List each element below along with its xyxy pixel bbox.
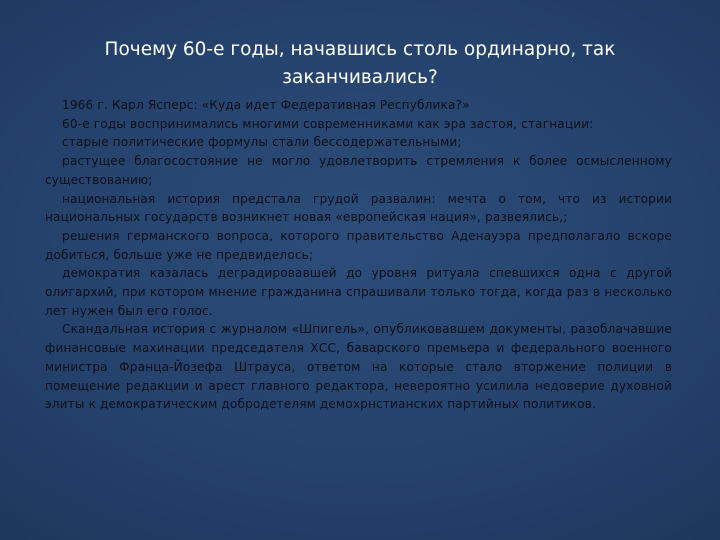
paragraph-stagnation: 60-е годы воспринимались многими современниками как эра застоя, стагнации: — [62, 116, 594, 131]
paragraph-spiegel-affair: Скандальная история с журналом «Шпигель», опубликовавшем документы, разоблачавшие финансовые махинации председателя ХСС, баварского премьера и федерального военного министра Франца-Йозефа Штрауса, ответом на которые стало вторжение полиции в помещение редакции и арест главного редактора, невероятно усилила недоверие духовной элиты к демократическим добродетелям демохрнстианских партийных политиков. — [45, 322, 672, 412]
slide-title: Почему 60-е годы, начавшись столь ординарно, так заканчивались? — [104, 39, 616, 88]
paragraph-prosperity: растущее благосостояние не могло удовлетворить стремления к более осмысленному существованию; — [45, 154, 672, 187]
slide-body — [45, 96, 672, 414]
paragraph-german-question: решения германского вопроса, которого правительство Аденауэра предполагало вскоре добиться, больше уже не предвиделось; — [45, 228, 672, 262]
paragraph-national-history: национальная история предстала грудой развалин: мечта о том, что из истории национальных государств возникнет новая «европейская нация», развеялись,; — [45, 191, 672, 225]
paragraph-old-formulas: старые политические формулы стали бессодержательными; — [62, 135, 462, 150]
paragraph-democracy: демократия казалась деградировавшей до уровня ритуала спевшихся одна с другой олигархий, при котором мнение гражданина спрашивали только тогда, когда раз в несколько лет нужен был его голос. — [45, 266, 672, 318]
paragraph-jaspers-quote: 1966 г. Карл Ясперс: «Куда идет Федеративная Республика?» — [62, 98, 470, 112]
